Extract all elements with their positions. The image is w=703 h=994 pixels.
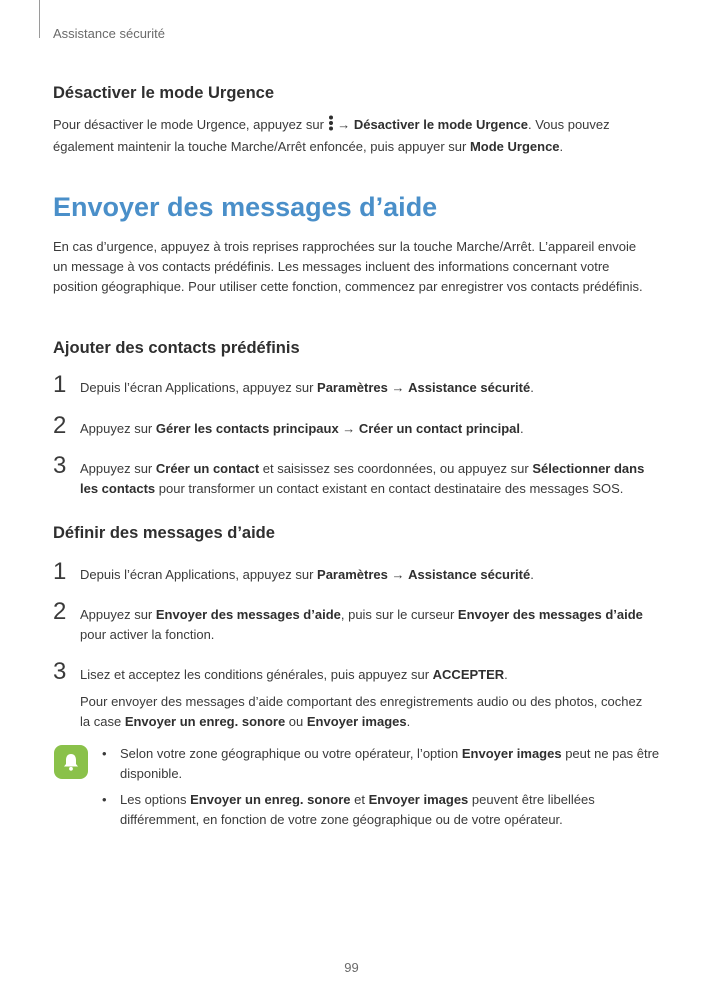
step-text: Lisez et acceptez les conditions générales, puis appuyez sur ACCEPTER. [80, 667, 508, 682]
intro-paragraph: En cas d’urgence, appuyez à trois reprises rapprochées sur la touche Marche/Arrêt. L’appareil envoie un message à vos contacts prédéfinis. Les messages incluent des informations concernant votre position géographique. Pour utiliser cette fonction, commencez par enregistrer vos contacts prédéfinis. [53, 239, 643, 294]
step-text: Appuyez sur Créer un contact et saisissez ses coordonnées, ou appuyez sur Sélectionner dans les contacts pour transformer un contact existant en contact destinataire des messages SOS. [80, 461, 645, 496]
step-text: Depuis l’écran Applications, appuyez sur Paramètres → Assistance sécurité. [80, 380, 534, 395]
step-number: 3 [53, 452, 67, 479]
contacts-heading: Ajouter des contacts prédéfinis [53, 339, 300, 357]
section-header: Assistance sécurité [53, 26, 165, 41]
step-number: 2 [53, 598, 67, 625]
step-text: Appuyez sur Envoyer des messages d’aide, puis sur le curseur Envoyer des messages d’aide pour activer la fonction. [80, 607, 643, 642]
page-number: 99 [344, 960, 359, 975]
step-number: 1 [53, 371, 67, 398]
step-number: 1 [53, 558, 67, 585]
step-number: 2 [53, 412, 67, 439]
disable-heading: Désactiver le mode Urgence [53, 84, 275, 102]
header-rule [39, 0, 40, 38]
step-text: Depuis l’écran Applications, appuyez sur Paramètres → Assistance sécurité. [80, 567, 534, 582]
step-number: 3 [53, 658, 67, 685]
page-title: Envoyer des messages d’aide [53, 192, 438, 222]
step-text: Appuyez sur Gérer les contacts principaux → Créer un contact principal. [80, 421, 524, 436]
note-item: • Selon votre zone géographique ou votre opérateur, l’option Envoyer images peut ne pas être disponible. [102, 746, 660, 781]
disable-paragraph: Pour désactiver le mode Urgence, appuyez sur → Désactiver le mode Urgence. Vous pouvez également maintenir la touche Marche/Arrêt enfoncée, puis appuyer sur Mode Urgence. [53, 117, 610, 154]
messages-extra-paragraph: Pour envoyer des messages d’aide comportant des enregistrements audio ou des photos, cochez la case Envoyer un enreg. sonore ou Envoyer images. [80, 694, 643, 729]
note-list [102, 744, 662, 836]
messages-heading: Définir des messages d’aide [53, 524, 275, 542]
notification-bell-icon [54, 745, 88, 779]
note-item: • Les options Envoyer un enreg. sonore et Envoyer images peuvent être libellées différemment, en fonction de votre zone géographique ou de votre opérateur. [102, 792, 595, 827]
